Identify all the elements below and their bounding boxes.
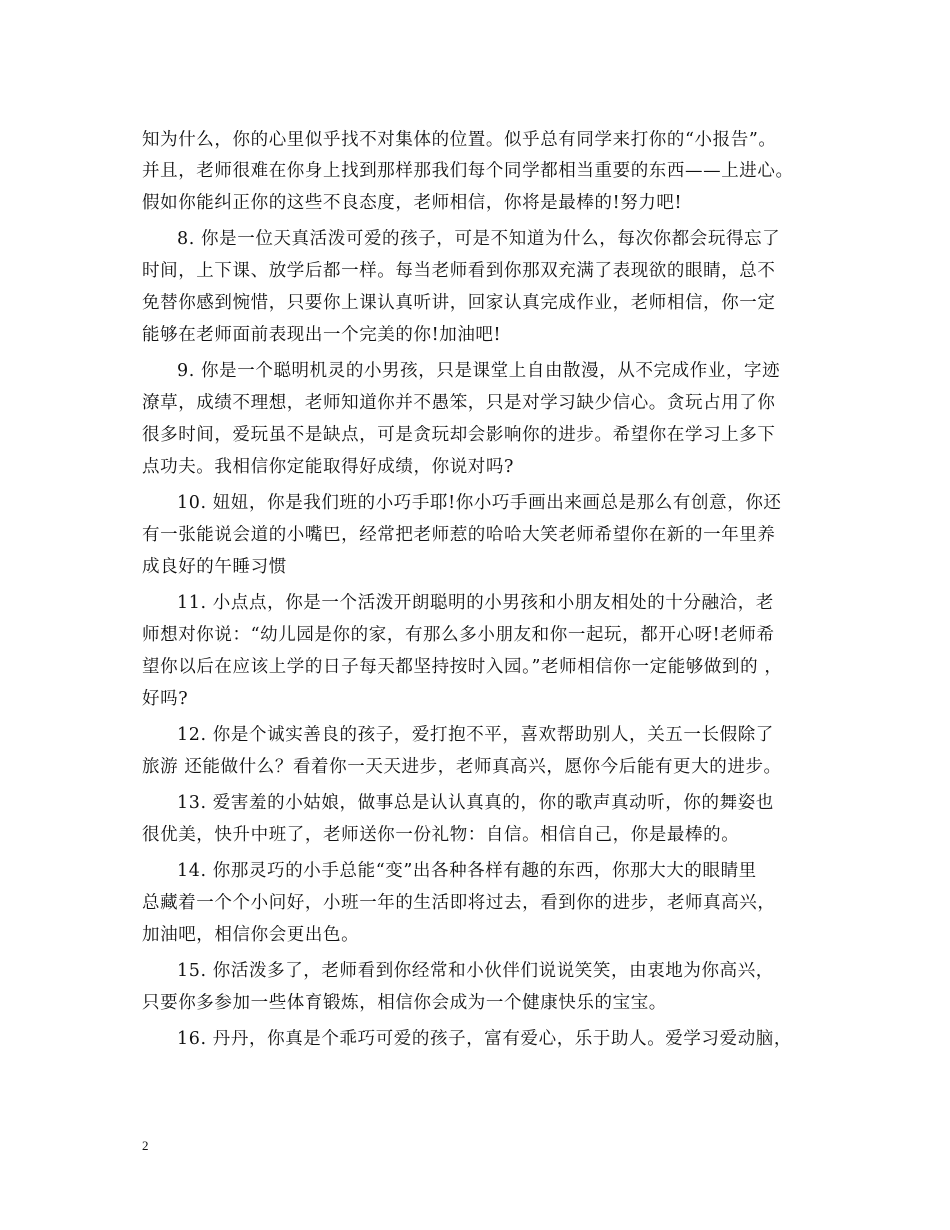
text-line: 免替你感到惋惜，只要你上课认真听讲，回家认真完成作业，老师相信，你一定 xyxy=(142,293,776,313)
text-line: 旅游 还能做什么？看着你一天天进步，老师真高兴，愿你今后能有更大的进步。 xyxy=(142,757,782,777)
text-line: 并且，老师很难在你身上找到那样那我们每个同学都相当重要的东西——上进心。 xyxy=(142,161,794,181)
page-number: 2 xyxy=(142,1138,149,1153)
text-line: 假如你能纠正你的这些不良态度，老师相信，你将是最棒的!努力吧! xyxy=(142,193,683,213)
text-line: 13. 爱害羞的小姑娘，做事总是认认真真的，你的歌声真动听，你的舞姿也 xyxy=(177,793,774,813)
text-line: 8. 你是一位天真活泼可爱的孩子，可是不知道为什么，每次你都会玩得忘了 xyxy=(177,229,781,249)
text-line: 很优美，快升中班了，老师送你一份礼物：自信。相信自己，你是最棒的。 xyxy=(142,825,740,845)
text-line: 只要你多参加一些体育锻炼，相信你会成为一个健康快乐的宝宝。 xyxy=(142,993,667,1013)
text-line: 有一张能说会道的小嘴巴，经常把老师惹的哈哈大笑老师希望你在新的一年里养 xyxy=(142,525,776,545)
text-line: 师想对你说：“幼儿园是你的家，有那么多小朋友和你一起玩，都开心呀!老师希 xyxy=(142,625,775,645)
text-line: 潦草，成绩不理想，老师知道你并不愚笨，只是对学习缺少信心。贪玩占用了你 xyxy=(142,393,776,413)
text-line: 加油吧，相信你会更出色。 xyxy=(142,925,360,945)
text-line: 望你以后在应该上学的日子每天都坚持按时入园。”老师相信你一定能够做到的 ， xyxy=(142,657,783,677)
text-line: 9. 你是一个聪明机灵的小男孩，只是课堂上自由散漫，从不完成作业，字迹 xyxy=(177,361,781,381)
text-line: 14. 你那灵巧的小手总能“变”出各种各样有趣的东西，你那大大的眼睛里 xyxy=(177,861,757,881)
text-line: 知为什么，你的心里似乎找不对集体的位置。似乎总有同学来打你的“小报告”。 xyxy=(142,130,777,150)
text-line: 很多时间，爱玩虽不是缺点，可是贪玩却会影响你的进步。希望你在学习上多下 xyxy=(142,425,776,445)
text-line: 成良好的午睡习惯 xyxy=(142,557,287,577)
text-line: 时间，上下课、放学后都一样。每当老师看到你那双充满了表现欲的眼睛，总不 xyxy=(142,261,776,281)
text-line: 12. 你是个诚实善良的孩子，爱打抱不平，喜欢帮助别人，关五一长假除了 xyxy=(177,725,774,745)
text-line: 10. 妞妞，你是我们班的小巧手耶!你小巧手画出来画总是那么有创意，你还 xyxy=(177,493,782,513)
text-line: 总藏着一个个小问好，小班一年的生活即将过去，看到你的进步，老师真高兴， xyxy=(142,893,776,913)
text-line: 15. 你活泼多了，老师看到你经常和小伙伴们说说笑笑，由衷地为你高兴， xyxy=(177,961,774,981)
text-line: 11. 小点点，你是一个活泼开朗聪明的小男孩和小朋友相处的十分融洽，老 xyxy=(177,593,774,613)
text-line: 点功夫。我相信你定能取得好成绩，你说对吗? xyxy=(142,457,514,477)
text-line: 能够在老师面前表现出一个完美的你!加油吧! xyxy=(142,325,502,345)
text-line: 16. 丹丹，你真是个乖巧可爱的孩子，富有爱心，乐于助人。爱学习爱动脑， xyxy=(177,1029,792,1049)
text-line: 好吗? xyxy=(142,689,189,709)
